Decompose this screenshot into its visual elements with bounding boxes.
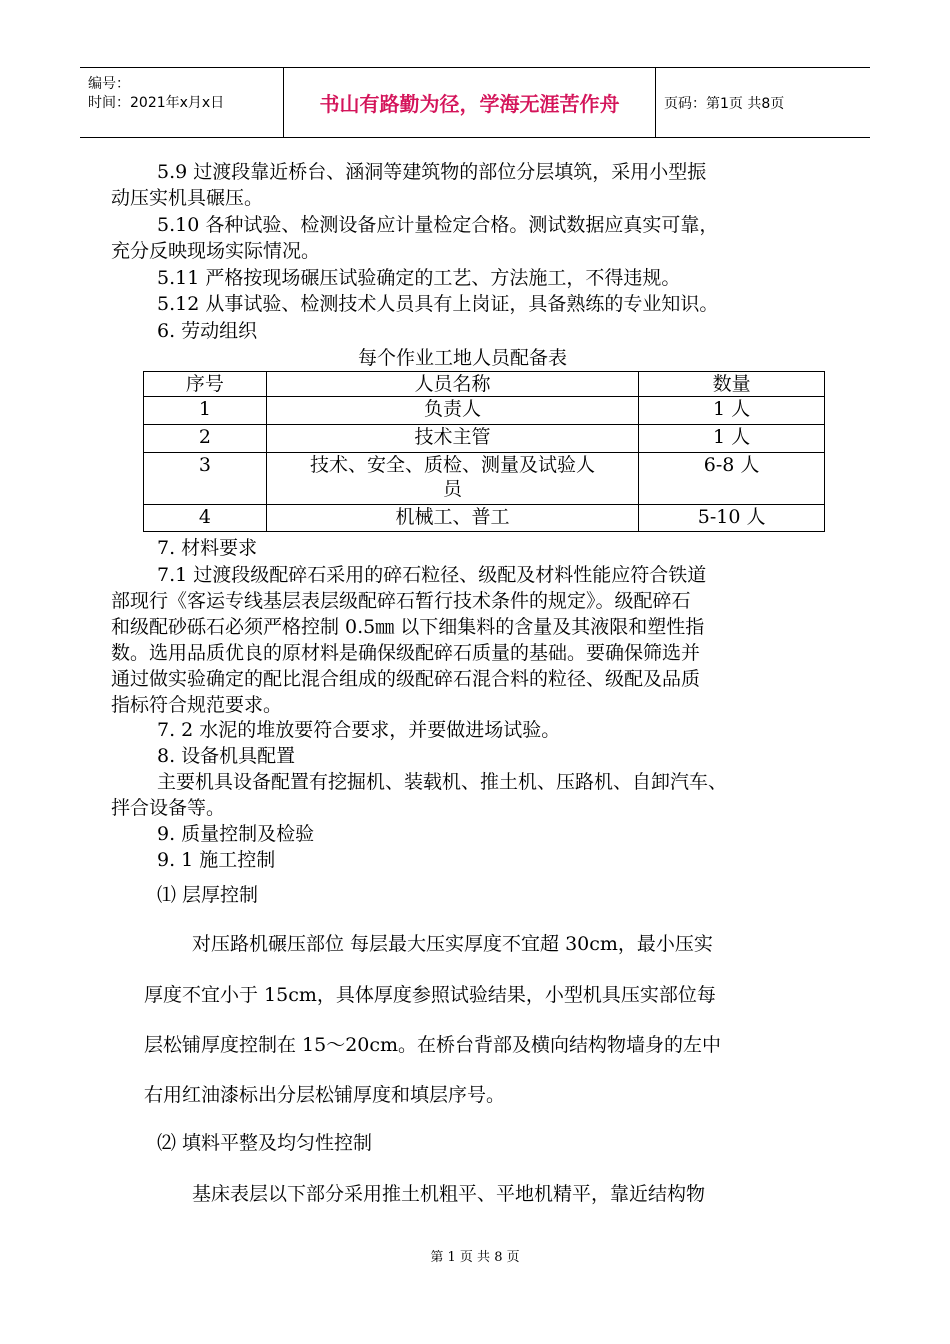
paragraph-8-line2: 拌合设备等。 bbox=[111, 797, 226, 819]
paragraph-7-1-line3: 和级配砂砾石必须严格控制 0.5㎜ 以下细集料的含量及其液限和塑性指 bbox=[111, 616, 705, 638]
cell-name: 负责人 bbox=[266, 397, 638, 425]
section-8-heading: 8. 设备机具配置 bbox=[157, 745, 296, 767]
paragraph-5-9-line1: 5.9 过渡段靠近桥台、涵洞等建筑物的部位分层填筑，采用小型振 bbox=[157, 161, 707, 183]
cell-qty: 1 人 bbox=[639, 397, 825, 425]
page-header bbox=[80, 67, 870, 138]
paragraph-7-1-line4: 数。选用品质优良的原材料是确保级配碎石质量的基础。要确保筛选并 bbox=[111, 642, 701, 664]
paragraph-5-10-line2: 充分反映现场实际情况。 bbox=[111, 240, 321, 262]
paragraph-9-1-line2: 厚度不宜小于 15cm，具体厚度参照试验结果，小型机具压实部位每 bbox=[144, 984, 716, 1006]
table-title: 每个作业工地人员配备表 bbox=[358, 347, 568, 369]
cell-qty: 6-8 人 bbox=[639, 453, 825, 505]
paragraph-5-9-line2: 动压实机具碾压。 bbox=[111, 187, 264, 209]
section-9-heading: 9. 质量控制及检验 bbox=[157, 823, 315, 845]
paragraph-9-2-line1: 基床表层以下部分采用推土机粗平、平地机精平，靠近结构物 bbox=[192, 1183, 706, 1205]
table-header-row bbox=[144, 372, 825, 397]
header-name: 人员名称 bbox=[266, 372, 638, 397]
paragraph-8-line1: 主要机具设备配置有挖掘机、装载机、推土机、压路机、自卸汽车、 bbox=[157, 771, 728, 793]
header-no: 序号 bbox=[144, 372, 267, 397]
paragraph-7-1-line6: 指标符合规范要求。 bbox=[111, 694, 283, 716]
paragraph-5-11: 5.11 严格按现场碾压试验确定的工艺、方法施工，不得违规。 bbox=[157, 267, 681, 289]
paragraph-9-1-line1: 对压路机碾压部位 每层最大压实厚度不宜超 30cm，最小压实 bbox=[192, 933, 713, 955]
section-7-heading: 7. 材料要求 bbox=[157, 537, 258, 559]
cell-name: 技术主管 bbox=[266, 425, 638, 453]
date-label: 时间：2021年x月x日 bbox=[88, 95, 225, 111]
cell-name: 机械工、普工 bbox=[266, 505, 638, 532]
table-row bbox=[144, 397, 825, 425]
cell-qty: 5-10 人 bbox=[639, 505, 825, 532]
paragraph-9-1-line4: 右用红油漆标出分层松铺厚度和填层序号。 bbox=[144, 1084, 506, 1106]
table-row bbox=[144, 453, 825, 505]
page-info: 页码：第1页 共8页 bbox=[664, 95, 785, 112]
header-meta bbox=[80, 68, 284, 137]
header-qty: 数量 bbox=[639, 372, 825, 397]
section-6-heading: 6. 劳动组织 bbox=[157, 320, 258, 342]
staff-table bbox=[143, 371, 825, 532]
subsection-leveling: ⑵ 填料平整及均匀性控制 bbox=[157, 1132, 373, 1154]
cell-name-line1: 技术、安全、质检、测量及试验人 bbox=[310, 454, 596, 476]
paragraph-5-12: 5.12 从事试验、检测技术人员具有上岗证，具备熟练的专业知识。 bbox=[157, 293, 719, 315]
page-footer: 第 1 页 共 8 页 bbox=[430, 1250, 520, 1265]
cell-no: 2 bbox=[144, 425, 267, 453]
paragraph-7-1-line1: 7.1 过渡段级配碎石采用的碎石粒径、级配及材料性能应符合铁道 bbox=[157, 564, 707, 586]
paragraph-7-1-line2: 部现行《客运专线基层表层级配碎石暂行技术条件的规定》。级配碎石 bbox=[111, 590, 691, 612]
table-row bbox=[144, 425, 825, 453]
number-label: 编号： bbox=[88, 76, 130, 92]
paragraph-7-1-line5: 通过做实验确定的配比混合组成的级配碎石混合料的粒径、级配及品质 bbox=[111, 668, 701, 690]
cell-qty: 1 人 bbox=[639, 425, 825, 453]
paragraph-5-10-line1: 5.10 各种试验、检测设备应计量检定合格。测试数据应真实可靠， bbox=[157, 214, 719, 236]
table-row bbox=[144, 505, 825, 532]
cell-name bbox=[266, 453, 638, 505]
paragraph-9-1-line3: 层松铺厚度控制在 15～20cm。在桥台背部及横向结构物墙身的左中 bbox=[144, 1034, 722, 1056]
subsection-layer-thickness: ⑴ 层厚控制 bbox=[157, 884, 259, 906]
motto: 书山有路勤为径，学海无涯苦作舟 bbox=[284, 68, 656, 137]
cell-no: 4 bbox=[144, 505, 267, 532]
paragraph-7-2: 7. 2 水泥的堆放要符合要求，并要做进场试验。 bbox=[157, 719, 561, 741]
cell-name-line2: 员 bbox=[443, 478, 463, 500]
section-9-1-heading: 9. 1 施工控制 bbox=[157, 849, 276, 871]
cell-no: 1 bbox=[144, 397, 267, 425]
cell-no: 3 bbox=[144, 453, 267, 505]
